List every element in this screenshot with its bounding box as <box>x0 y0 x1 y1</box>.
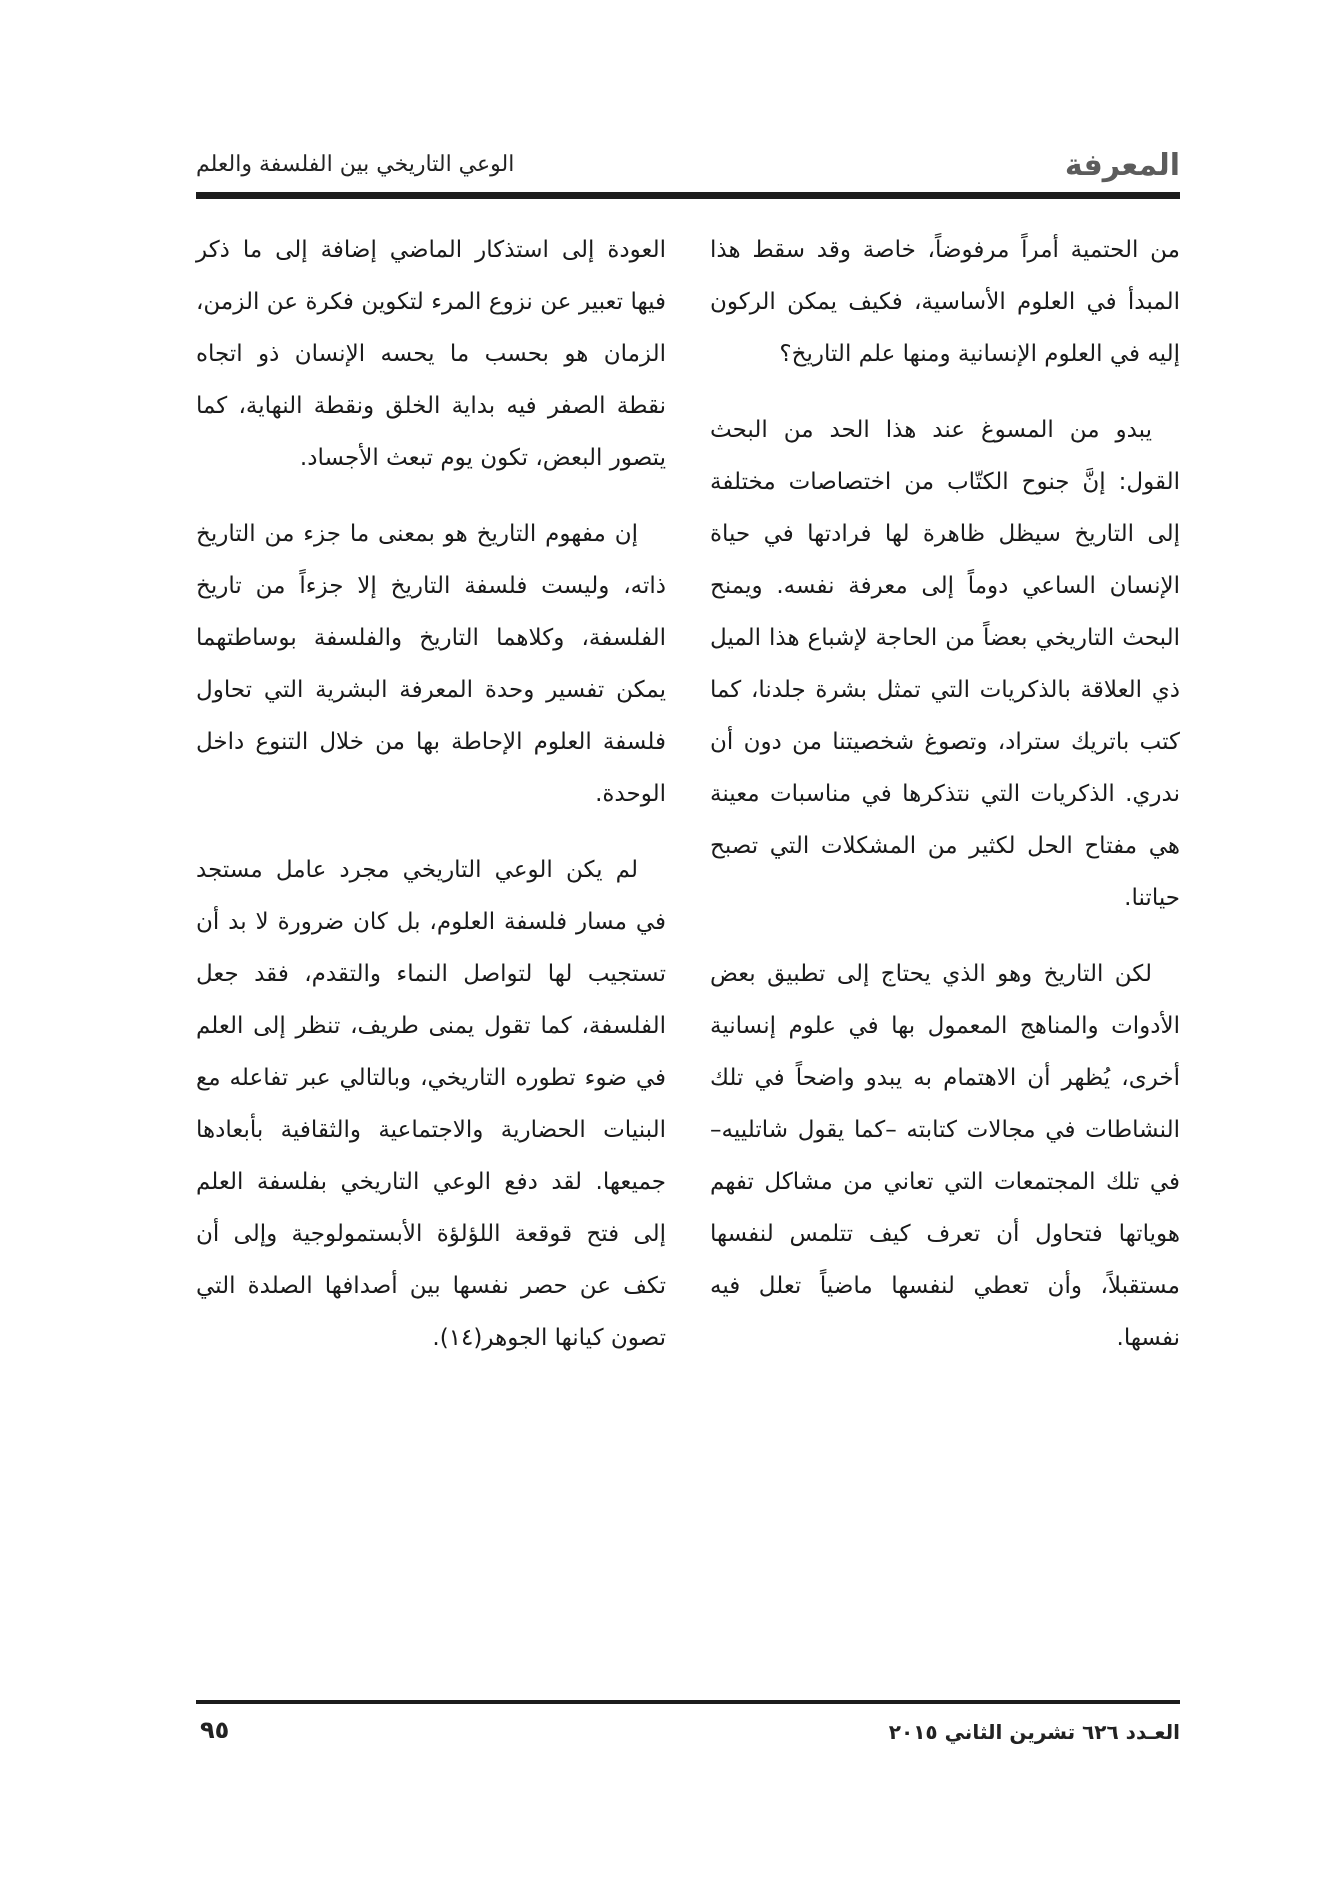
paragraph: من الحتمية أمراً مرفوضاً، خاصة وقد سقط هذا المبدأ في العلوم الأساسية، فكيف يمكن الركون إليه في العلوم الإنسانية ومنها علم التاريخ؟ <box>710 237 1180 367</box>
left-column <box>196 224 666 1684</box>
footer-rule <box>196 1700 1180 1704</box>
paragraph: العودة إلى استذكار الماضي إضافة إلى ما ذكر فيها تعبير عن نزوع المرء لتكوين فكرة عن الزمن، الزمان هو بحسب ما يحسه الإنسان ذو اتجاه نقطة الصفر فيه بداية الخلق ونقطة النهاية، كما يتصور البعض، تكون يوم تبعث الأجساد. <box>196 237 666 471</box>
page-header <box>196 148 1180 190</box>
paragraph: لم يكن الوعي التاريخي مجرد عامل مستجد في مسار فلسفة العلوم، بل كان ضرورة لا بد أن تستجيب لها لتواصل النماء والتقدم، فقد جعل الفلسفة، كما تقول يمنى طريف، تنظر إلى العلم في ضوء تطوره التاريخي، وبالتالي عبر تفاعله مع البنيات الحضارية والاجتماعية والثقافية بأبعادها جميعها. لقد دفع الوعي التاريخي بفلسفة العلم إلى فتح قوقعة اللؤلؤة الأبستمولوجية وإلى أن تكف عن حصر نفسها بين أصدافها الصلدة التي تصون كيانها الجوهر(١٤). <box>196 857 666 1351</box>
paragraph: يبدو من المسوغ عند هذا الحد من البحث القول: إنَّ جنوح الكتّاب من اختصاصات مختلفة إلى التاريخ سيظل ظاهرة لها فرادتها في حياة الإنسان الساعي دوماً إلى معرفة نفسه. ويمنح البحث التاريخي بعضاً من الحاجة لإشباع هذا الميل ذي العلاقة بالذكريات التي تمثل بشرة جلدنا، كما كتب باتريك ستراد، وتصوغ شخصيتنا من دون أن ندري. الذكريات التي نتذكرها في مناسبات معينة هي مفتاح الحل لكثير من المشكلات التي تصبح حياتنا. <box>710 417 1180 911</box>
running-title: الوعي التاريخي بين الفلسفة والعلم <box>196 152 515 177</box>
right-column <box>710 224 1180 1684</box>
paragraph: إن مفهوم التاريخ هو بمعنى ما جزء من التاريخ ذاته، وليست فلسفة التاريخ إلا جزءاً من تاريخ الفلسفة، وكلاهما التاريخ والفلسفة بوساطتهما يمكن تفسير وحدة المعرفة البشرية التي تحاول فلسفة العلوم الإحاطة بها من خلال التنوع داخل الوحدة. <box>196 521 666 807</box>
issue-info: العـدد ٦٢٦ تشرين الثاني ٢٠١٥ <box>888 1720 1180 1744</box>
paragraph: لكن التاريخ وهو الذي يحتاج إلى تطبيق بعض الأدوات والمناهج المعمول بها في علوم إنسانية أخرى، يُظهر أن الاهتمام به يبدو واضحاً في تلك النشاطات في مجالات كتابته –كما يقول شاتلييه– في تلك المجتمعات التي تعاني من مشاكل تفهم هوياتها فتحاول أن تعرف كيف تتلمس لنفسها مستقبلاً، وأن تعطي لنفسها ماضياً تعلل فيه نفسها. <box>710 961 1180 1351</box>
journal-logo: المعرفة <box>1064 148 1180 183</box>
page-number: ٩٥ <box>200 1716 230 1744</box>
header-rule <box>196 192 1180 199</box>
